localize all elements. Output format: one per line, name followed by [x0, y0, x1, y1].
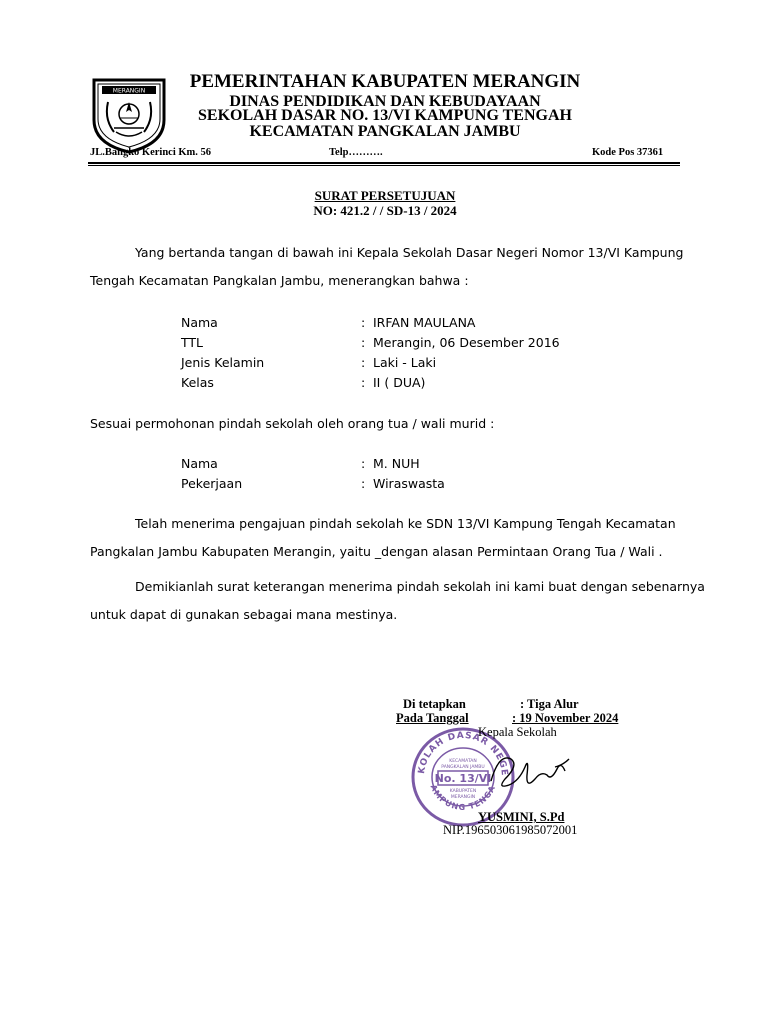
letterhead-line-3: SEKOLAH DASAR NO. 13/VI KAMPUNG TENGAH — [198, 107, 572, 124]
student-ttl-value: Merangin, 06 Desember 2016 — [373, 335, 560, 350]
signer-position: Kepala Sekolah — [478, 725, 557, 739]
colon: : — [361, 456, 366, 471]
para2-line-2: Pangkalan Jambu Kabupaten Merangin, yaitu _dengan alasan Permintaan Orang Tua / Wali . — [90, 544, 663, 559]
para3-line-2: untuk dapat di gunakan sebagai mana mestinya. — [90, 607, 398, 622]
student-class-label: Kelas — [181, 375, 214, 390]
intro-line-1: Yang bertanda tangan di bawah ini Kepala Sekolah Dasar Negeri Nomor 13/VI Kampung — [135, 245, 684, 260]
stamp-inner-line-2: PANGKALAN JAMBU — [441, 765, 485, 770]
stamp-ring-text: KOLAH DASAR NEGE — [417, 730, 510, 777]
student-ttl-label: TTL — [181, 335, 204, 350]
student-name-label: Nama — [181, 315, 218, 330]
parent-name-label: Nama — [181, 456, 218, 471]
parent-name-value: M. NUH — [373, 456, 420, 471]
letterhead-address: JL.Bangko Kerinci Km. 56 — [90, 147, 212, 158]
student-class-value: II ( DUA) — [373, 375, 426, 390]
colon: : — [361, 355, 366, 370]
student-name-value: IRFAN MAULANA — [373, 315, 476, 330]
colon: : — [361, 375, 366, 390]
letter-number: NO: 421.2 / / SD-13 / 2024 — [313, 203, 457, 218]
colon: : — [361, 476, 366, 491]
colon: : — [361, 315, 366, 330]
para2-line-1: Telah menerima pengajuan pindah sekolah ke SDN 13/VI Kampung Tengah Kecamatan — [135, 516, 676, 531]
parent-intro: Sesuai permohonan pindah sekolah oleh orang tua / wali murid : — [90, 416, 495, 431]
colon: : — [361, 335, 366, 350]
stamp-bottom-text: AMPUNG TENGA — [428, 783, 498, 812]
student-gender-value: Laki - Laki — [373, 355, 437, 370]
stamp-inner-line-1: KECAMATAN — [449, 759, 477, 764]
letterhead-line-2: DINAS PENDIDIKAN DAN KEBUDAYAAN — [229, 93, 541, 110]
letterhead-postal-code: Kode Pos 37361 — [592, 147, 664, 158]
signer-name: YUSMINI, S.Pd — [478, 810, 565, 824]
issued-date-label: Pada Tanggal — [396, 711, 469, 725]
intro-line-2: Tengah Kecamatan Pangkalan Jambu, menerangkan bahwa : — [90, 273, 469, 288]
letter-title: SURAT PERSETUJUAN — [314, 188, 456, 203]
letterhead-rule-thick — [88, 162, 680, 164]
stamp-number: No. 13/VI — [434, 772, 492, 785]
student-gender-label: Jenis Kelamin — [181, 355, 265, 370]
issued-place-label: Di tetapkan — [403, 697, 466, 711]
stamp-inner-line-4: MERANGIN — [450, 795, 476, 800]
letterhead-line-1: PEMERINTAHAN KABUPATEN MERANGIN — [189, 71, 581, 92]
issued-place-value: : Tiga Alur — [520, 697, 579, 711]
para3-line-1: Demikianlah surat keterangan menerima pindah sekolah ini kami buat dengan sebenarnya — [135, 579, 705, 594]
stamp-inner-line-3: KABUPATEN — [449, 789, 477, 794]
signer-nip: NIP.196503061985072001 — [443, 823, 578, 837]
issued-date-value: : 19 November 2024 — [512, 711, 619, 725]
handwritten-signature — [485, 745, 575, 795]
letterhead-phone: Telp………. — [329, 147, 383, 158]
parent-job-label: Pekerjaan — [181, 476, 243, 491]
parent-job-value: Wiraswasta — [373, 476, 445, 491]
letterhead-line-4: KECAMATAN PANGKALAN JAMBU — [249, 123, 521, 140]
regency-seal-logo — [88, 74, 170, 154]
letterhead-rule-thin — [88, 165, 680, 166]
seal-text: MERANGIN — [112, 87, 146, 95]
